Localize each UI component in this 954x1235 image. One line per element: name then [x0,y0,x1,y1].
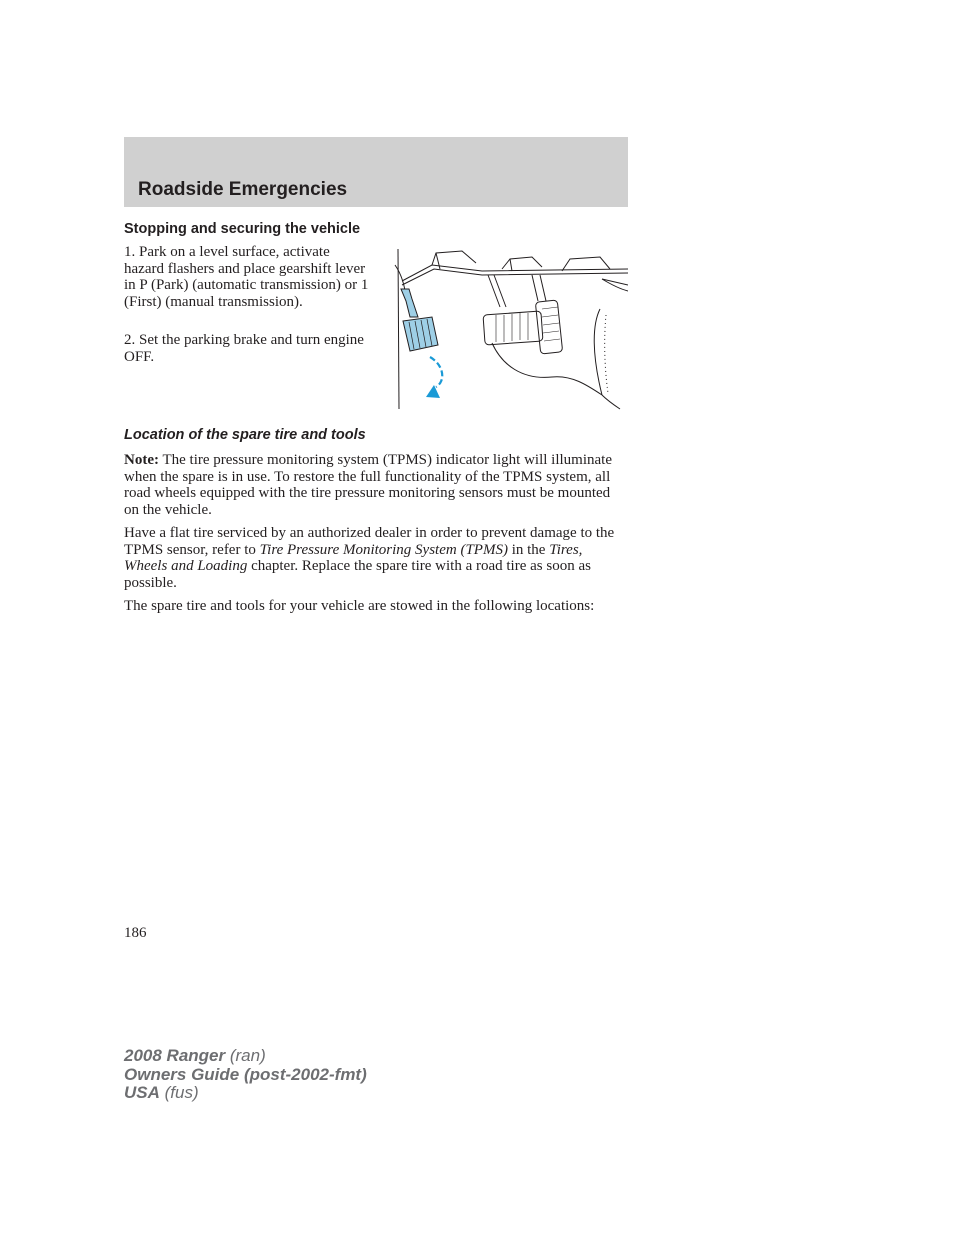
parking-brake-pedal-illustration [392,245,628,413]
heading-stopping-securing: Stopping and securing the vehicle [124,221,361,237]
section-title: Roadside Emergencies [138,179,348,200]
tpms-reference-link: Tire Pressure Monitoring System (TPMS) [259,541,508,558]
tpms-text-b: in the [507,541,550,558]
footer-market-code: (fus) [159,1083,199,1102]
tpms-text-a: Have a flat tire serviced by an authorized dealer in order to prevent damage to the TPMS sensor, refer to [124,525,615,558]
document-footer [124,1047,367,1103]
section-header-band [124,137,628,207]
note-paragraph [124,452,628,518]
tpms-service-paragraph [124,525,628,591]
step-1-text: 1. Park on a level surface, activate hazard flashers and place gearshift lever in P (Park) (automatic transmission) or 1 (First) (manual transmission). [124,244,369,310]
note-text: The tire pressure monitoring system (TPMS) indicator light will illuminate when the spare is in use. To restore the full functionality of the TPMS system, all road wheels equipped with the tire pressure monitoring sensors must be mounted on the vehicle. [124,452,612,518]
heading-spare-tire-location: Location of the spare tire and tools [124,427,366,443]
footer-line-3 [124,1084,367,1103]
page-number: 186 [124,925,147,941]
footer-model-code: (ran) [225,1046,266,1065]
tires-chapter-reference: Tires, Wheels and Loading [124,541,583,574]
footer-market: USA [124,1083,160,1102]
step-2-text: 2. Set the parking brake and turn engine OFF. [124,332,364,365]
spare-locations-paragraph: The spare tire and tools for your vehicle are stowed in the following locations: [124,598,595,614]
footer-guide-title: Owners Guide (post-2002-fmt) [124,1064,367,1084]
footer-line-1 [124,1047,367,1066]
footer-model: 2008 Ranger [124,1046,226,1065]
footer-line-2 [124,1066,367,1085]
tpms-text-c: chapter. Replace the spare tire with a road tire as soon as possible. [124,558,591,591]
note-label: Note: [124,452,159,468]
